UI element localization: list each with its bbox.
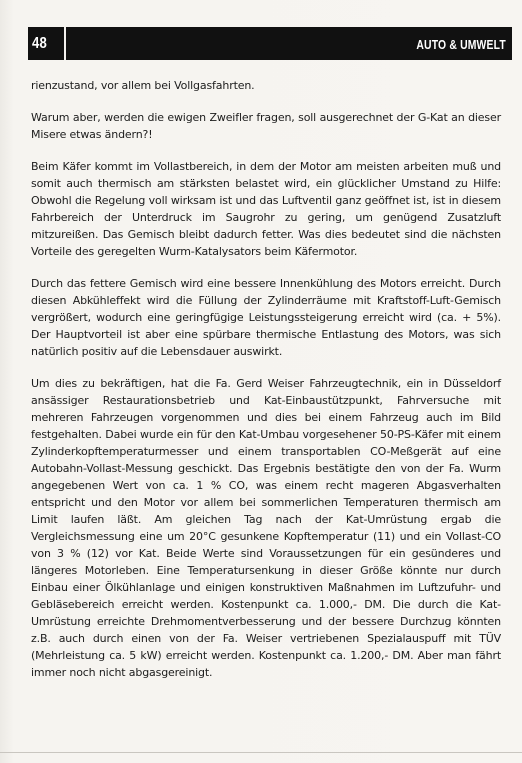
page-bottom-edge bbox=[0, 752, 522, 753]
page-header bbox=[28, 27, 512, 60]
header-divider bbox=[64, 27, 66, 60]
section-title: AUTO & UMWELT bbox=[416, 37, 506, 52]
paragraph: Warum aber, werden die ewigen Zweifler fragen, soll ausgerechnet der G-Kat an dieser Misere etwas ändern?! bbox=[31, 111, 501, 141]
article-body bbox=[31, 77, 501, 696]
paragraph: Durch das fettere Gemisch wird eine bessere Innenkühlung des Motors erreicht. Durch diesen Abkühleffekt wird die Füllung der Zylinderräume mit Kraftstoff-Luft-Gemisch vergrößert, wodurch eine geringfügige Leistungssteigerung erreicht wird (ca. + 5%). Der Hauptvorteil ist aber eine spürbare thermische Entlastung des Motors, was sich natürlich positiv auf die Lebensdauer auswirkt. bbox=[31, 277, 501, 358]
page-number: 48 bbox=[32, 35, 48, 52]
paragraph: rienzustand, vor allem bei Vollgasfahrten. bbox=[31, 79, 255, 92]
paragraph: Um dies zu bekräftigen, hat die Fa. Gerd Weiser Fahrzeugtechnik, ein in Düsseldorf ansässiger Restaurationsbetrieb und Kat-Einbaustützpunkt, Fahrversuche mit mehreren Fahrzeugen vorgenommen und dies bei einem Fahrzeug auch im Bild festgehalten. Dabei wurde ein für den Kat-Umbau vorgesehener 50-PS-Käfer mit einem Zylinderkopftemperaturmesser und einem transportablen CO-Meßgerät auf eine Autobahn-Vollast-Messung geschickt. Das Ergebnis bestätigte den von der Fa. Wurm angegebenen Wert von ca. 1 % CO, was einem recht mageren Abgasverhalten entspricht und den Motor vor allem bei sommerlichen Temperaturen thermisch am Limit laufen läßt. Am gleichen Tag nach der Kat-Umrüstung ergab die Vergleichsmessung eine um 20°C gesunkene Kopftemperatur (11) und ein Vollast-CO von 3 % (12) vor Kat. Beide Werte sind Voraussetzungen für ein gesünderes und längeres Motorleben. Eine Temperatursenkung in dieser Größe könnte nur durch Einbau einer Ölkühlanlage und einigen konstruktiven Maßnahmen im Luftzufuhr- und Gebläsebereich erreicht werden. Kostenpunkt ca. 1.000,- DM. Die durch die Kat-Umrüstung erreichte Drehmomentverbesserung und der bessere Durchzug könnten z.B. auch durch einen von der Fa. Weiser vertriebenen Spezialauspuff mit TÜV (Mehrleistung ca. 5 kW) erreicht werden. Kostenpunkt ca. 1.200,- DM. Aber man fährt immer noch nicht abgasgereinigt. bbox=[31, 377, 501, 679]
paragraph: Beim Käfer kommt im Vollastbereich, in dem der Motor am meisten arbeiten muß und somit auch thermisch am stärksten belastet wird, ein glücklicher Umstand zu Hilfe: Obwohl die Regelung voll wirksam ist und das Luftventil ganz geöffnet ist, ist in diesem Fahrbereich der Unterdruck im Saugrohr zu gering, um genügend Zusatzluft mitzureißen. Das Gemisch bleibt dadurch fetter. Was dies bedeutet sind die nächsten Vorteile des geregelten Wurm-Katalysators beim Käfermotor. bbox=[31, 160, 501, 258]
